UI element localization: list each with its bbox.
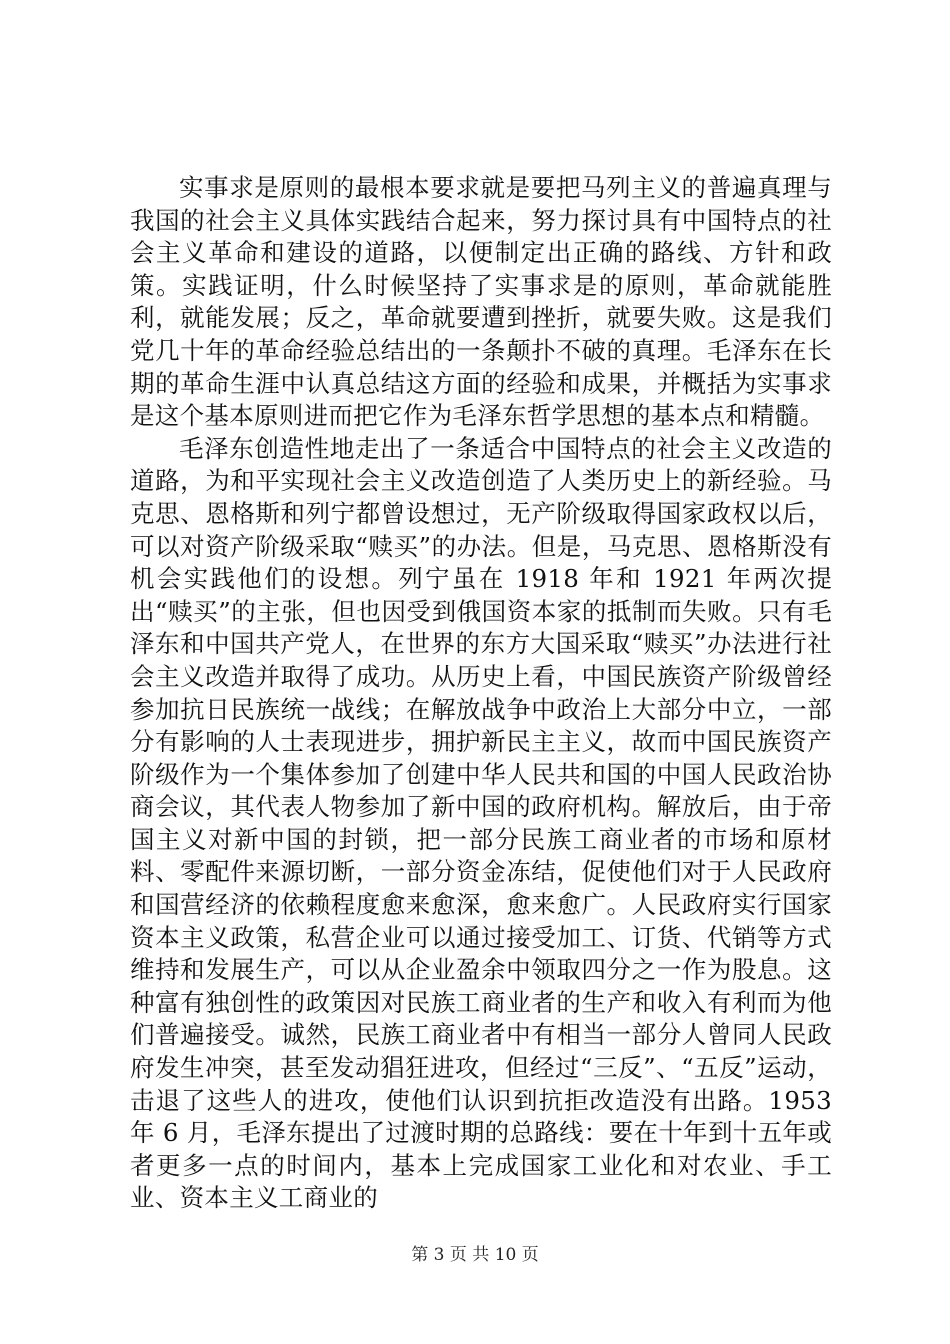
page-footer: 第 3 页 共 10 页	[411, 1245, 539, 1265]
paragraph-2: 毛泽东创造性地走出了一条适合中国特点的社会主义改造的道路，为和平实现社会主义改造创造了人类历史上的新经验。马克思、恩格斯和列宁都曾设想过，无产阶级取得国家政权以后，可以对资产阶级采取“赎买”的办法。但是，马克思、恩格斯没有机会实践他们的设想。列宁虽在 1918 年和 1921 年两次提出“赎买”的主张，但也因受到俄国资本家的抵制而失败。只有毛泽东和中国共产党人，在世界的东方大国采取“赎买”办法进行社会主义改造并取得了成功。从历史上看，中国民族资产阶级曾经参加抗日民族统一战线；在解放战争中政治上大部分中立，一部分有影响的人士表现进步，拥护新民主主义，故而中国民族资产阶级作为一个集体参加了创建中华人民共和国的中国人民政治协商会议，其代表人物参加了新中国的政府机构。解放后，由于帝国主义对新中国的封锁，把一部分民族工商业者的市场和原材料、零配件来源切断，一部分资金冻结，促使他们对于人民政府和国营经济的依赖程度愈来愈深，愈来愈广。人民政府实行国家资本主义政策，私营企业可以通过接受加工、订货、代销等方式维持和发展生产，可以从企业盈余中领取四分之一作为股息。这种富有独创性的政策因对民族工商业者的生产和收入有利而为他们普遍接受。诚然，民族工商业者中有相当一部分人曾同人民政府发生冲突，甚至发动猖狂进攻，但经过“三反”、“五反”运动，击退了这些人的进攻，使他们认识到抗拒改造没有出路。1953 年 6 月，毛泽东提出了过渡时期的总路线：要在十年到十五年或者更多一点的时间内，基本上完成国家工业化和对农业、手工业、资本主义工商业的	[130, 433, 832, 1213]
paragraph-1: 实事求是原则的最根本要求就是要把马列主义的普遍真理与我国的社会主义具体实践结合起来，努力探讨具有中国特点的社会主义革命和建设的道路，以便制定出正确的路线、方针和政策。实践证明，什么时候坚持了实事求是的原则，革命就能胜利，就能发展；反之，革命就要遭到挫折，就要失败。这是我们党几十年的革命经验总结出的一条颠扑不破的真理。毛泽东在长期的革命生涯中认真总结这方面的经验和成果，并概括为实事求是这个基本原则进而把它作为毛泽东哲学思想的基本点和精髓。	[130, 173, 832, 431]
document-body	[130, 172, 832, 1215]
